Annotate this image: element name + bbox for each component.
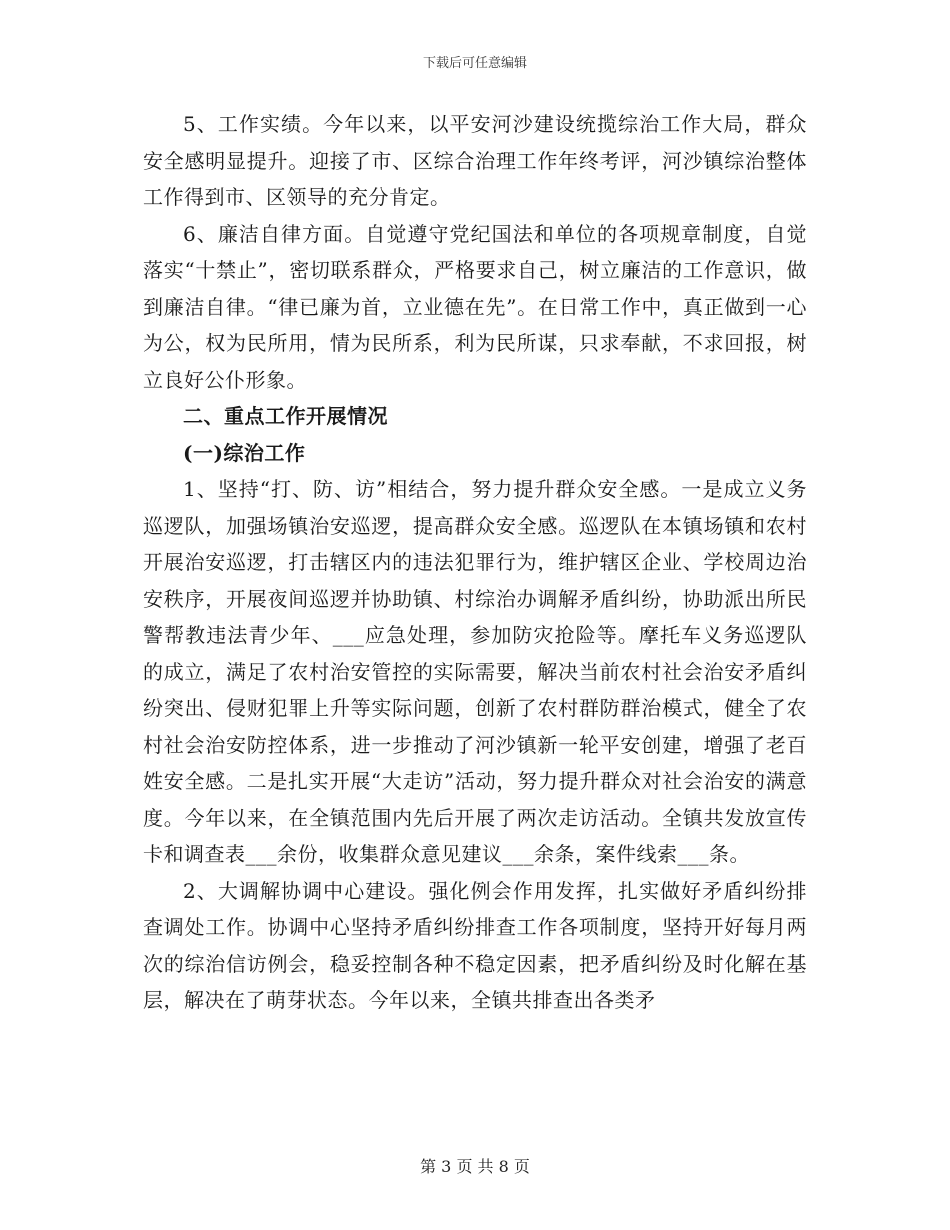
page-number: 第 3 页 共 8 页 bbox=[420, 1157, 530, 1176]
paragraph-mediation-center: 2、大调解协调中心建设。强化例会作用发挥，扎实做好矛盾纠纷排查调处工作。协调中心坚持矛盾纠纷排查工作各项制度，坚持开好每月两次的综治信访例会，稳妥控制各种不稳定因素，把矛盾纠纷及时化解在基层，解决在了萌芽状态。今年以来，全镇共排查出各类矛 bbox=[143, 878, 807, 1012]
paragraph-work-results: 5、工作实绩。今年以来，以平安河沙建设统揽综治工作大局，群众安全感明显提升。迎接了市、区综合治理工作年终考评，河沙镇综治整体工作得到市、区领导的充分肯定。 bbox=[143, 112, 807, 209]
header-note: 下载后可任意编辑 bbox=[422, 56, 527, 71]
section-heading-key-work: 二、重点工作开展情况 bbox=[183, 404, 388, 428]
paragraph-integrity: 6、廉洁自律方面。自觉遵守党纪国法和单位的各项规章制度，自觉落实“十禁止”，密切联系群众，严格要求自己，树立廉洁的工作意识，做到廉洁自律。“律已廉为首，立业德在先”。在日常工作中，真正做到一心为公，权为民所用，情为民所系，利为民所谋，只求奉献，不求回报，树立良好公仆形象。 bbox=[143, 221, 807, 392]
document-body bbox=[143, 106, 807, 1019]
paragraph-patrol: 1、坚持“打、防、访”相结合，努力提升群众安全感。一是成立义务巡逻队，加强场镇治安巡逻，提高群众安全感。巡逻队在本镇场镇和农村开展治安巡逻，打击辖区内的违法犯罪行为，维护辖区企业、学校周边治安秩序，开展夜间巡逻并协助镇、村综治办调解矛盾纠纷，协助派出所民警帮教违法青少年、___应急处理，参加防灾抢险等。摩托车义务巡逻队的成立，满足了农村治安管控的实际需要，解决当前农村社会治安矛盾纠纷突出、侵财犯罪上升等实际问题，创新了农村群防群治模式，健全了农村社会治安防控体系，进一步推动了河沙镇新一轮平安创建，增强了老百姓安全感。二是扎实开展“大走访”活动，努力提升群众对社会治安的满意度。今年以来，在全镇范围内先后开展了两次走访活动。全镇共发放宣传卡和调查表___余份，收集群众意见建议___余条，案件线索___条。 bbox=[143, 477, 807, 866]
subsection-heading-comprehensive-governance: (一)综治工作 bbox=[183, 440, 306, 465]
